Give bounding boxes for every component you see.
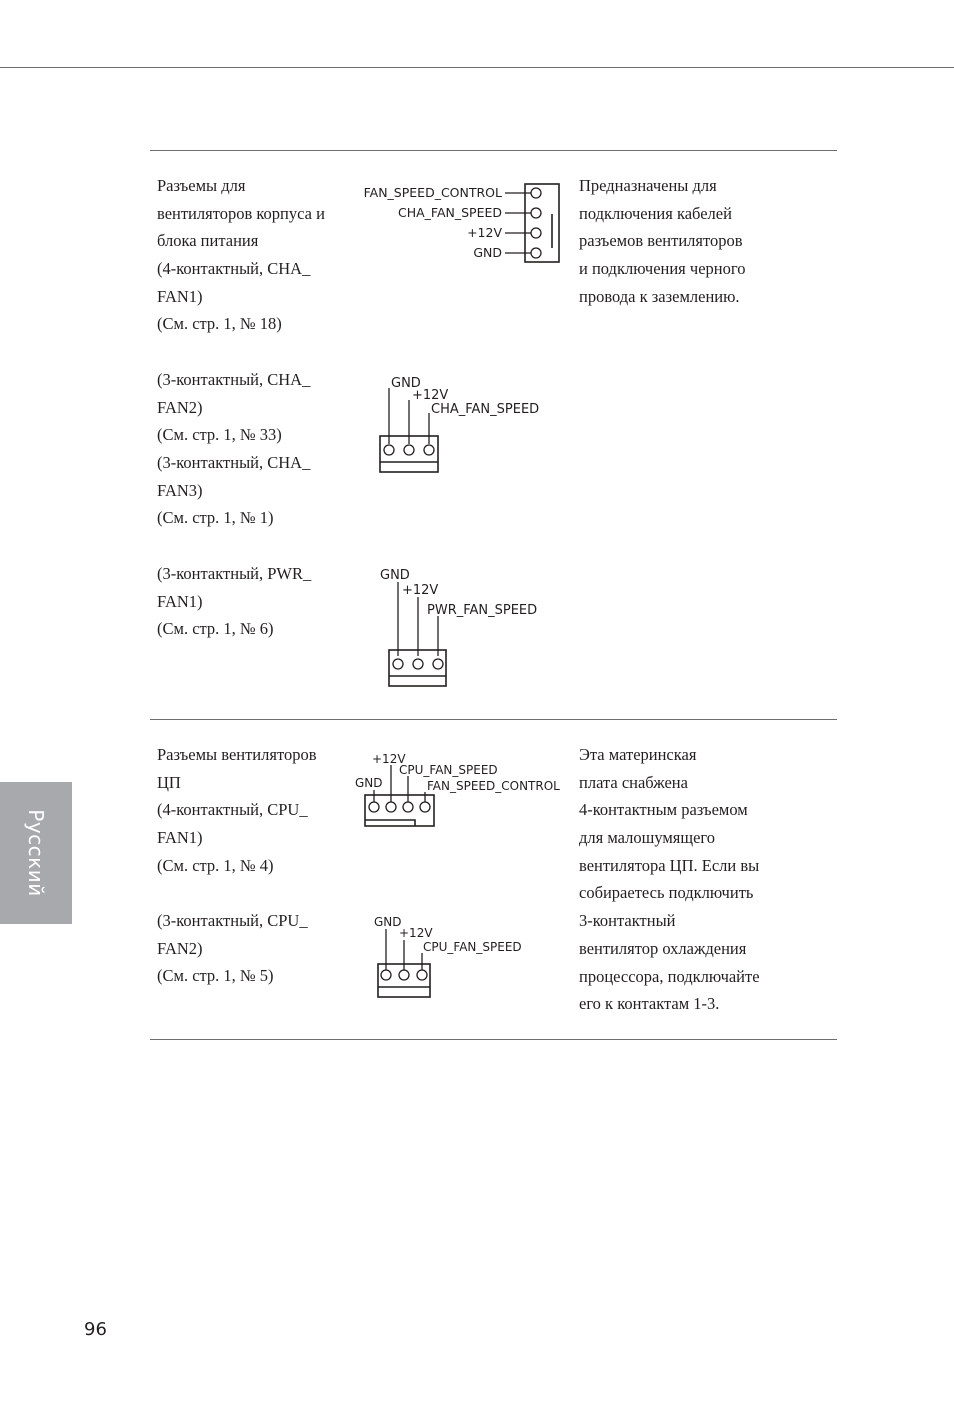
page-number: 96	[84, 1319, 107, 1340]
text-line: (См. стр. 1, № 33)	[157, 425, 282, 445]
pwr-fan1-description	[157, 560, 311, 643]
pin-label-gnd: GND	[355, 776, 383, 790]
text-line: FAN3)	[157, 480, 203, 500]
table-top-rule	[150, 150, 837, 151]
pin-label-gnd: GND	[391, 376, 421, 391]
pin-label-12v: +12V	[467, 225, 502, 240]
text-line: провода к заземлению.	[579, 286, 740, 306]
text-line: (4-контактный, CPU_	[157, 800, 308, 820]
text-line: разъемов вентиляторов	[579, 231, 743, 251]
pin-label-cpu-fan-speed: CPU_FAN_SPEED	[399, 763, 498, 777]
pin-label-cha-fan-speed: CHA_FAN_SPEED	[431, 402, 540, 417]
language-tab-label: Русский	[24, 809, 48, 897]
chassis-fan-description	[157, 172, 325, 338]
text-line: вентилятор охлаждения	[579, 938, 747, 958]
pin-label-12v: +12V	[402, 583, 439, 598]
text-line: собираетесь подключить	[579, 883, 754, 903]
text-line: FAN1)	[157, 828, 203, 848]
cpu-fan-notes	[579, 741, 760, 1018]
text-line: FAN2)	[157, 397, 203, 417]
text-line: FAN1)	[157, 286, 203, 306]
text-line: (См. стр. 1, № 18)	[157, 314, 282, 334]
text-line: подключения кабелей	[579, 203, 732, 223]
pin-label-gnd: GND	[380, 568, 410, 583]
pin-label-cha-fan-speed: CHA_FAN_SPEED	[397, 205, 502, 220]
table-middle-rule	[150, 719, 837, 720]
cha-fan23-pinout-diagram	[375, 372, 575, 477]
pin-label-pwr-fan-speed: PWR_FAN_SPEED	[427, 603, 538, 618]
text-line: 4-контактным разъемом	[579, 800, 748, 820]
text-line: процессора, подключайте	[579, 966, 760, 986]
text-line: (3-контактный, PWR_	[157, 564, 312, 583]
text-line: и подключения черного	[579, 259, 746, 279]
cpu-fan2-description	[157, 907, 308, 990]
text-line: (См. стр. 1, № 5)	[157, 966, 274, 986]
cpu-fan1-description	[157, 741, 317, 879]
pin-label-12v: +12V	[399, 926, 433, 940]
text-line: для малошумящего	[579, 828, 716, 848]
text-line: 3-контактный	[579, 911, 676, 931]
pin-label-gnd: GND	[473, 245, 502, 260]
text-line: блока питания	[157, 231, 259, 251]
text-line: вентиляторов корпуса и	[157, 203, 325, 223]
chassis-fan-notes	[579, 172, 745, 310]
text-line: (3-контактный, CHA_	[157, 453, 311, 473]
text-line: Предназначены для	[579, 176, 717, 195]
cha-fan1-pinout-diagram	[350, 178, 570, 268]
text-line: (См. стр. 1, № 6)	[157, 619, 274, 639]
text-line: Эта материнская	[579, 745, 697, 764]
pin-label-12v: +12V	[372, 752, 406, 766]
text-line: плата снабжена	[579, 772, 688, 792]
language-side-tab	[0, 782, 72, 924]
pin-label-gnd: GND	[374, 915, 402, 929]
cpu-fan1-pinout-diagram	[350, 748, 572, 832]
text-line: ЦП	[157, 772, 181, 792]
pin-label-cpu-fan-speed: CPU_FAN_SPEED	[423, 940, 522, 954]
table-bottom-rule	[150, 1039, 837, 1040]
text-line: (3-контактный, CHA_	[157, 370, 311, 389]
pwr-fan1-pinout-diagram	[375, 564, 575, 690]
text-line: (См. стр. 1, № 4)	[157, 855, 274, 875]
pin-label-fan-speed-control: FAN_SPEED_CONTROL	[427, 779, 560, 793]
cpu-fan2-pinout-diagram	[370, 912, 550, 1002]
header-rule	[0, 67, 954, 68]
text-line: (См. стр. 1, № 1)	[157, 508, 274, 528]
text-line: FAN1)	[157, 591, 203, 611]
text-line: (3-контактный, CPU_	[157, 911, 308, 930]
text-line: FAN2)	[157, 938, 203, 958]
pin-label-12v: +12V	[412, 388, 449, 403]
text-line: Разъемы для	[157, 176, 246, 195]
text-line: Разъемы вентиляторов	[157, 745, 317, 764]
text-line: его к контактам 1-3.	[579, 994, 720, 1014]
text-line: (4-контактный, CHA_	[157, 259, 311, 279]
cha-fan23-description	[157, 366, 310, 532]
text-line: вентилятора ЦП. Если вы	[579, 855, 760, 875]
pin-label-fan-speed-control: FAN_SPEED_CONTROL	[363, 185, 502, 200]
